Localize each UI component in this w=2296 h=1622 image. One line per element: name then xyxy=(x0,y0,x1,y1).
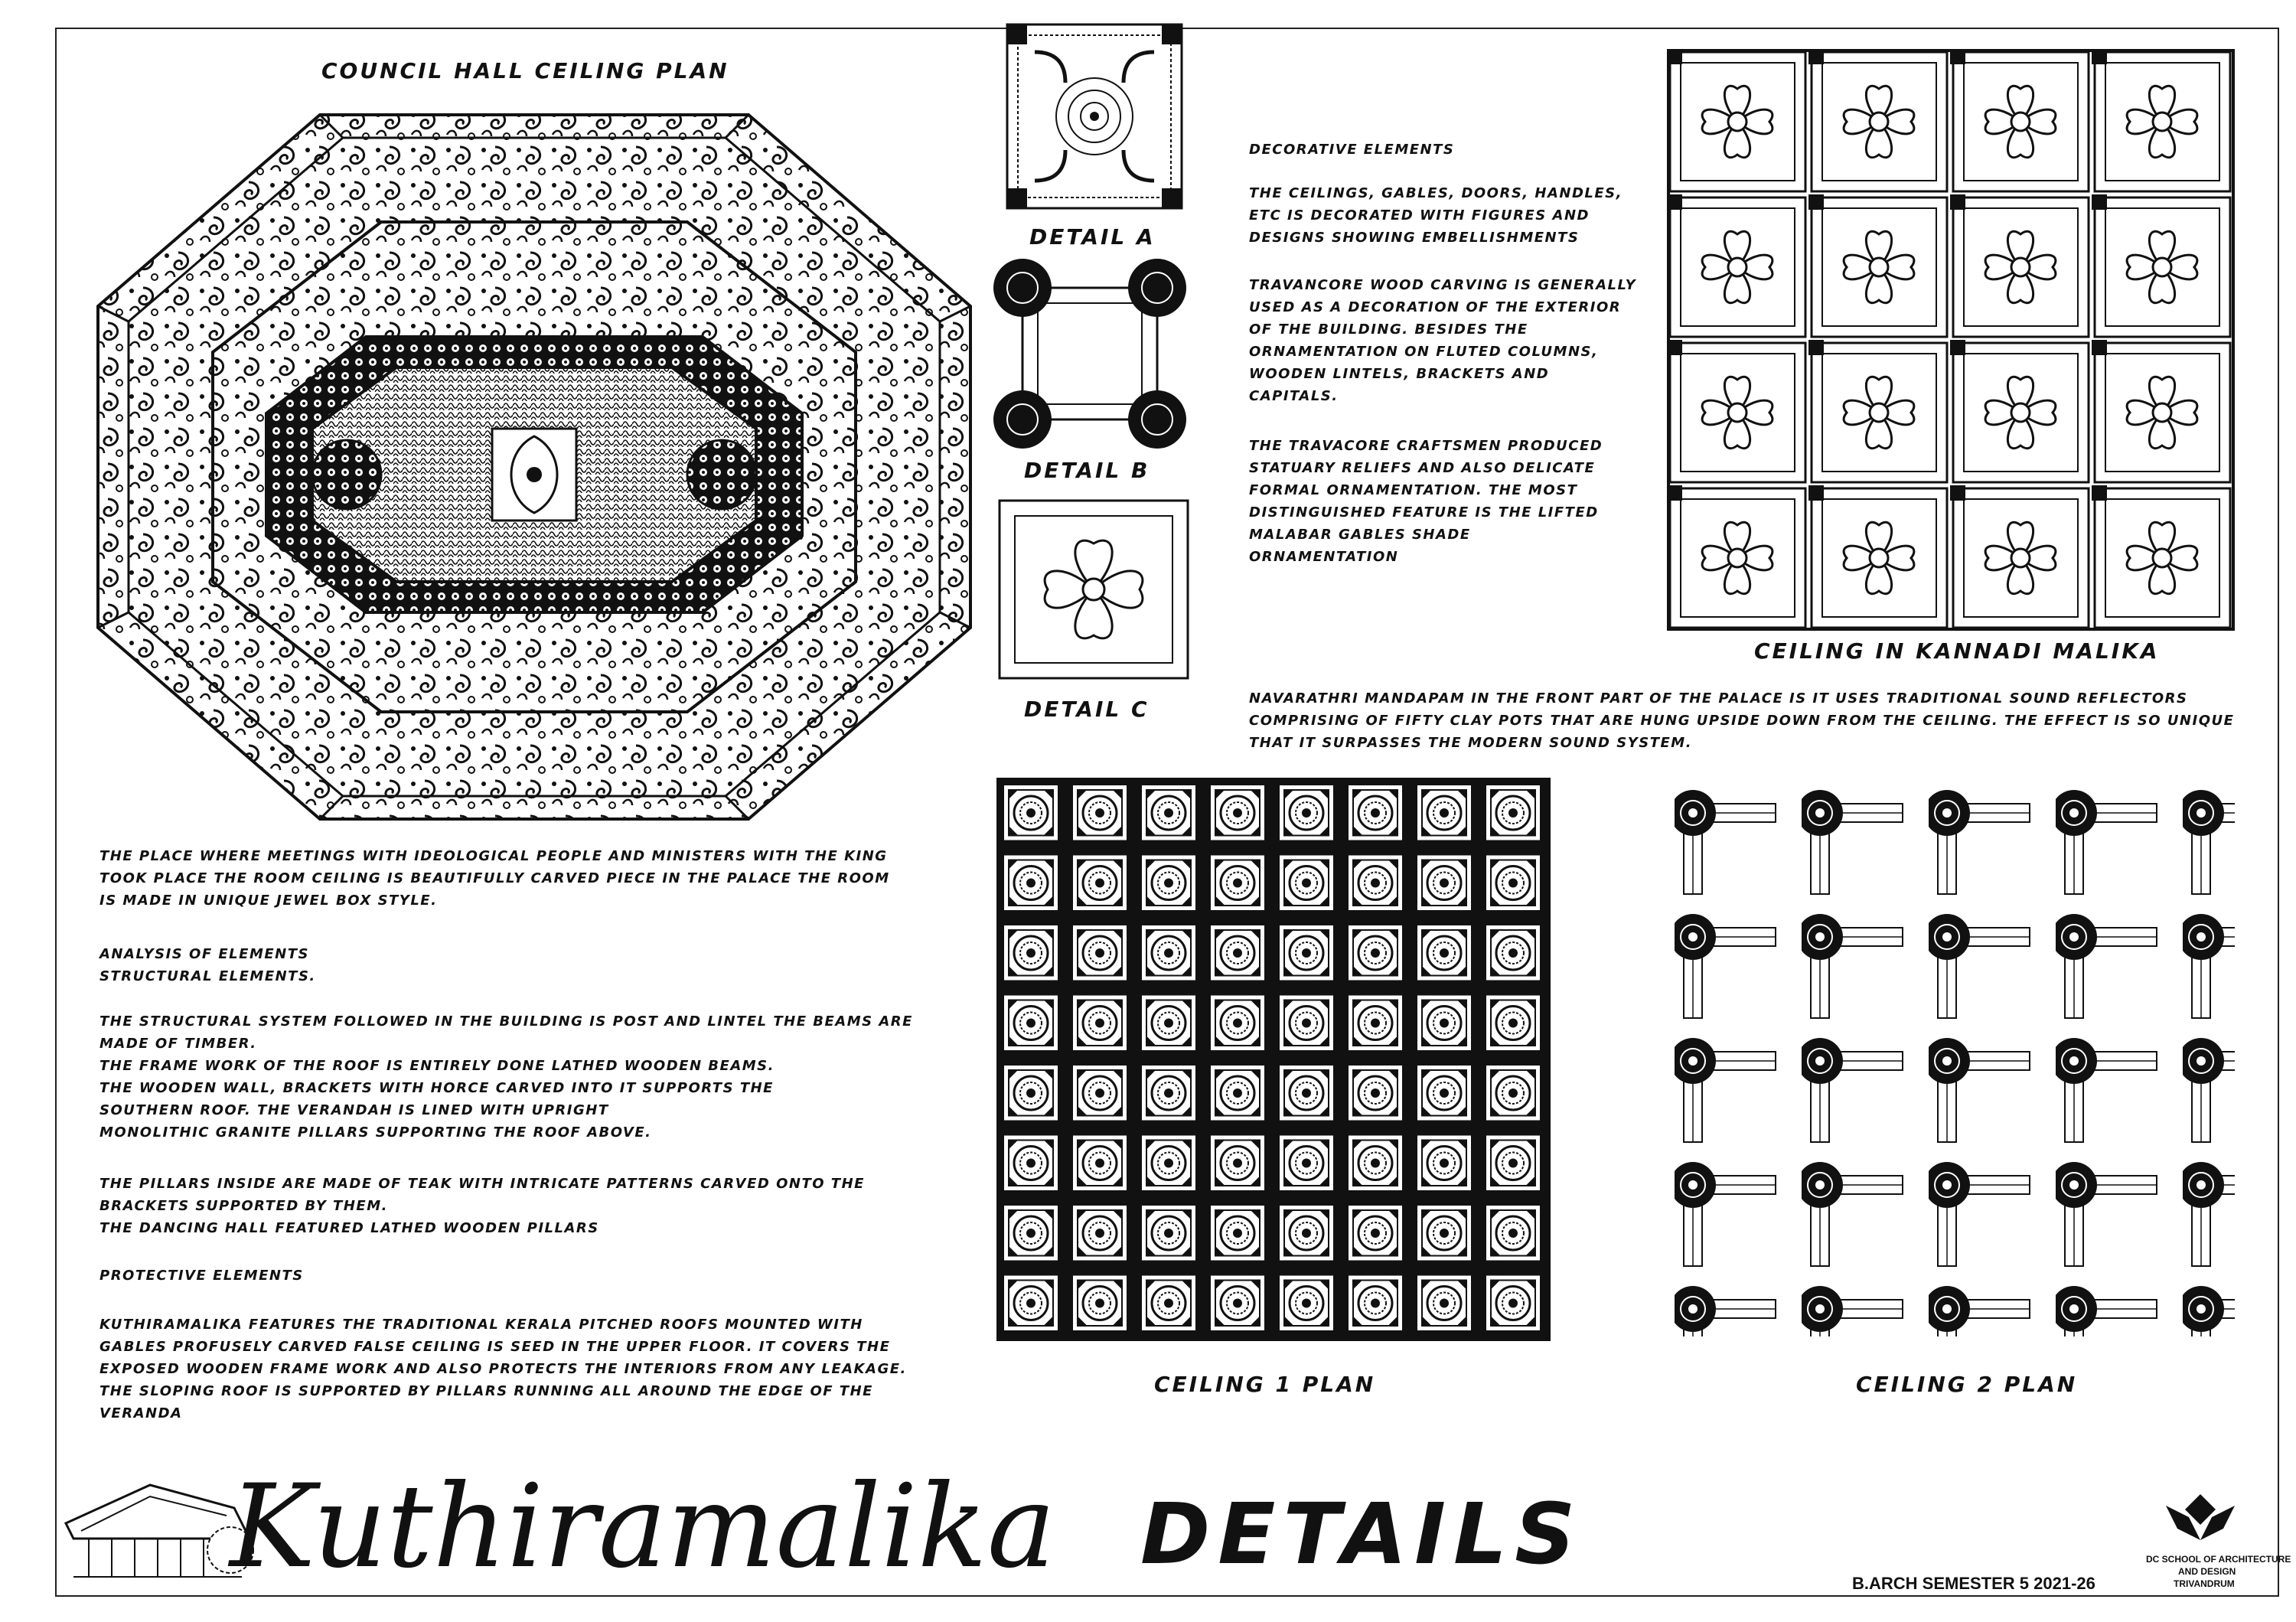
kannadi-malika-ceiling-drawing xyxy=(1667,49,2235,631)
detail-b-drawing xyxy=(992,257,1188,450)
detail-a-label: DETAIL A xyxy=(1029,224,1156,250)
decorative-heading: DECORATIVE ELEMENTS xyxy=(1249,142,1455,158)
kuthiramalika-wordmark: Kuthiramalika xyxy=(230,1460,1056,1594)
semester-label: B.ARCH SEMESTER 5 2021-26 xyxy=(1852,1574,2095,1593)
protective-paragraph: KUTHIRAMALIKA FEATURES THE TRADITIONAL KERALA PITCHED ROOFS MOUNTED WITH GABLES PROFUSELY CARVED FALSE CEILING IS SEED IN THE UPPER FLOOR. IT COVERS THE EXPOSED WOODEN FRAME WORK AND ALSO PROTECTS THE INTERIORS FROM ANY LEAKAGE. THE SLOPING ROOF IS SUPPORTED BY PILLARS RUNNING ALL AROUND THE EDGE OF THE VERANDA xyxy=(99,1317,907,1421)
ceiling-1-drawing xyxy=(996,778,1551,1341)
detail-a-drawing xyxy=(1004,21,1185,213)
pillars-paragraph: THE PILLARS INSIDE ARE MADE OF TEAK WITH INTRICATE PATTERNS CARVED ONTO THE BRACKETS SUPPORTED BY THEM. THE DANCING HALL FEATURED LATHED WOODEN PILLARS xyxy=(99,1176,865,1236)
school-name-line3: TRIVANDRUM xyxy=(2174,1578,2235,1589)
analysis-heading: ANALYSIS OF ELEMENTS STRUCTURAL ELEMENTS. xyxy=(99,946,316,984)
details-title: DETAILS xyxy=(1140,1485,1583,1583)
navarathri-paragraph: NAVARATHRI MANDAPAM IN THE FRONT PART OF THE PALACE IS IT USES TRADITIONAL SOUND REFLECTORS COMPRISING OF FIFTY CLAY POTS THAT ARE HUNG UPSIDE DOWN FROM THE CEILING. THE EFFECT IS SO UNIQUE THAT IT SURPASSES THE MODERN SOUND SYSTEM. xyxy=(1249,690,2235,751)
school-name-line1: DC SCHOOL OF ARCHITECTURE xyxy=(2146,1554,2291,1565)
dc-school-logo xyxy=(2158,1487,2242,1551)
detail-b-label: DETAIL B xyxy=(1024,458,1150,483)
school-name-line2: AND DESIGN xyxy=(2178,1566,2236,1577)
decorative-paragraph-1: THE CEILINGS, GABLES, DOORS, HANDLES, ETC IS DECORATED WITH FIGURES AND DESIGNS SHOWING EMBELLISHMENTS xyxy=(1249,185,1623,246)
building-sketch xyxy=(58,1454,257,1592)
council-hall-ceiling-drawing xyxy=(90,107,978,827)
place-paragraph: THE PLACE WHERE MEETINGS WITH IDEOLOGICAL PEOPLE AND MINISTERS WITH THE KING TOOK PLACE THE ROOM CEILING IS BEAUTIFULLY CARVED PIECE IN THE PALACE THE ROOM IS MADE IN UNIQUE JEWEL BOX STYLE. xyxy=(99,848,890,909)
protective-heading: PROTECTIVE ELEMENTS xyxy=(99,1268,304,1284)
council-hall-title: COUNCIL HALL CEILING PLAN xyxy=(321,58,729,83)
ceiling-2-title: CEILING 2 PLAN xyxy=(1856,1372,2078,1397)
detail-c-drawing xyxy=(996,498,1191,681)
decorative-paragraph-3: THE TRAVACORE CRAFTSMEN PRODUCED STATUARY RELIEFS AND ALSO DELICATE FORMAL ORNAMENTATION. THE MOST DISTINGUISHED FEATURE IS THE LIFTED MALABAR GABLES SHADE ORNAMENTATION xyxy=(1249,438,1603,565)
structural-paragraph: THE STRUCTURAL SYSTEM FOLLOWED IN THE BUILDING IS POST AND LINTEL THE BEAMS ARE MADE OF TIMBER. THE FRAME WORK OF THE ROOF IS ENTIRELY DONE LATHED WOODEN BEAMS. THE WOODEN WALL, BRACKETS WITH HORCE CARVED INTO IT SUPPORTS THE SOUTHERN ROOF. THE VERANDAH IS LINED WITH UPRIGHT MONOLITHIC GRANITE PILLARS SUPPORTING THE ROOF ABOVE. xyxy=(99,1013,913,1141)
ceiling-1-title: CEILING 1 PLAN xyxy=(1154,1372,1376,1397)
decorative-paragraph-2: TRAVANCORE WOOD CARVING IS GENERALLY USED AS A DECORATION OF THE EXTERIOR OF THE BUILDING. BESIDES THE ORNAMENTATION ON FLUTED COLUMNS, WOODEN LINTELS, BRACKETS AND CAPITALS. xyxy=(1249,277,1637,404)
kannadi-malika-title: CEILING IN KANNADI MALIKA xyxy=(1754,638,2160,664)
ceiling-2-drawing xyxy=(1675,785,2235,1336)
detail-c-label: DETAIL C xyxy=(1024,697,1150,722)
